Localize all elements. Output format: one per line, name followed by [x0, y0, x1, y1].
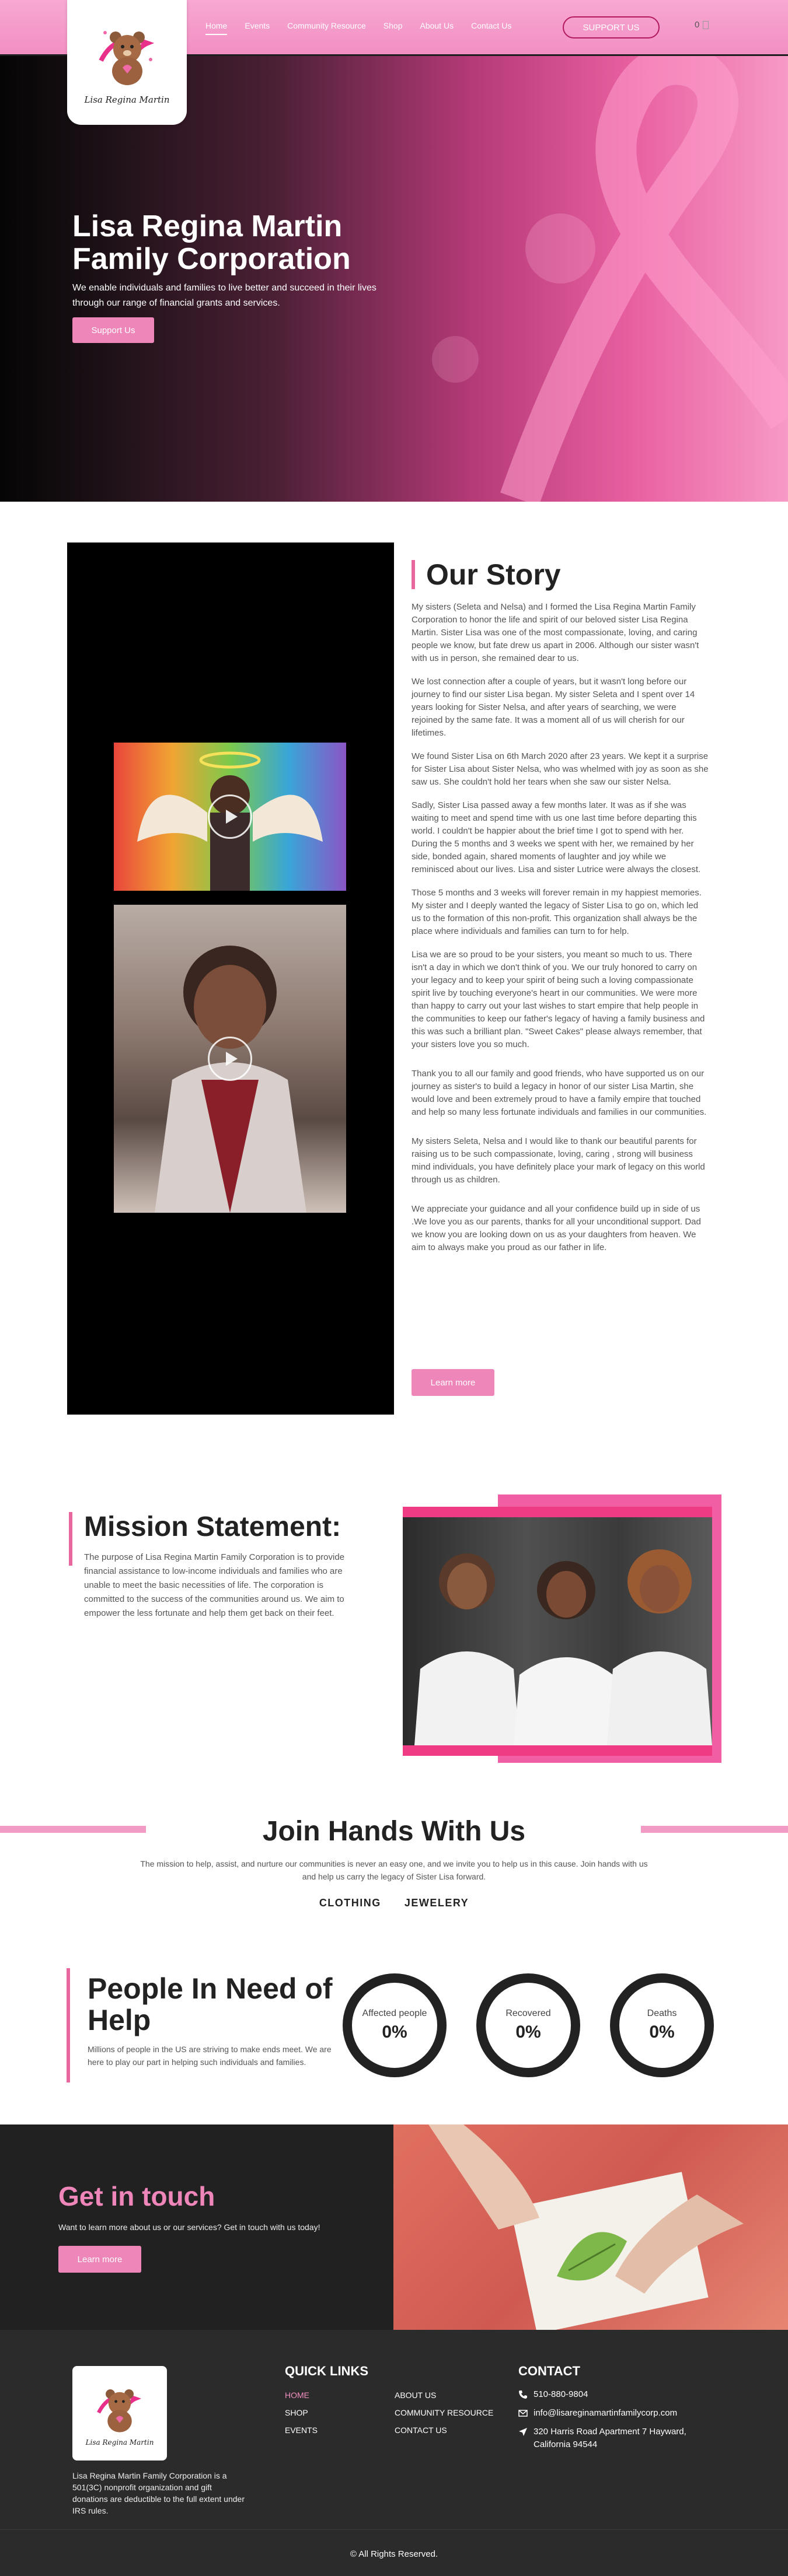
story-paragraph: Those 5 months and 3 weeks will forever remain in my happiest memories. My sister and I deeply wanted the legacy of Sister Lisa to go on, which led us to the formation of this non-profit. This organization shall always be the place where individuals and families can turn to for help.	[412, 888, 702, 936]
need-text: Millions of people in the US are striving to make ends meet. We are here to play our part in helping such individuals and families.	[88, 2045, 332, 2067]
hero-description: We enable individuals and families to live better and succeed in their lives through our range of financial grants and services.	[72, 283, 376, 308]
story-paragraph: Sadly, Sister Lisa passed away a few months later. It was as if she was waiting to meet and spend time with us one last time before departing this world. I couldn't be happier about the brief time I got to spend with her. During the 5 months and 3 weeks we spent with her, we remained by her side, bonded again, shared moments of laughter and joy while we reminisced about our lives. Lisa and sister Lutrice were always the closest.	[412, 800, 701, 874]
story-paragraph: My sisters (Seleta and Nelsa) and I formed the Lisa Regina Martin Family Corporation to honor the life and spirit of our beloved sister Lisa Regina Martin. Sister Lisa was one of the most compassionate, loving, and caring people we know, but fate drew us apart in 2006. Although our sister wasn't with us in person, she remained dear to us.	[412, 602, 699, 663]
footer-link-shop[interactable]: SHOP	[285, 2408, 308, 2417]
footer-logo[interactable]	[72, 2366, 167, 2460]
stat-value: 0%	[515, 2022, 541, 2042]
stat-deaths	[610, 1973, 714, 2077]
footer-divider	[0, 2529, 788, 2530]
footer-link-home[interactable]: HOME	[285, 2390, 309, 2400]
footer-phone[interactable]	[518, 2388, 588, 2401]
story-paragraph: We found Sister Lisa on 6th March 2020 after 23 years. We kept it a surprise for Sister Lisa about Sister Nelsa, who was whelmed with joy as soon as she saw us. She couldn't hold her tears when she saw our sister Nelsa.	[412, 751, 709, 787]
cart-count: 0	[695, 20, 700, 30]
shop-category-links	[0, 1897, 788, 1909]
clothing-link[interactable]: CLOTHING	[319, 1897, 381, 1909]
nav-home[interactable]: Home	[205, 21, 227, 35]
play-video-button[interactable]	[208, 794, 252, 839]
hero-title: Lisa Regina Martin Family Corporation	[72, 209, 351, 276]
nav-events[interactable]: Events	[245, 21, 270, 30]
main-nav	[205, 21, 529, 35]
cart[interactable]	[695, 20, 709, 30]
address-text: 320 Harris Road Apartment 7 Hayward, California 94544	[534, 2427, 686, 2449]
footer-address[interactable]	[518, 2426, 705, 2451]
childhood-photo	[114, 905, 346, 1213]
teddy-bear-logo-icon	[92, 20, 162, 90]
mission-accent-bar	[69, 1512, 72, 1566]
copyright: © All Rights Reserved.	[350, 2549, 438, 2559]
site-logo[interactable]	[67, 0, 187, 125]
mission-photo	[403, 1507, 712, 1756]
logo-text: Lisa Regina Martin	[84, 94, 170, 105]
contact-learn-more-button[interactable]: Learn more	[58, 2246, 141, 2273]
hero-support-button[interactable]: Support Us	[72, 317, 154, 343]
teddy-bear-logo-icon	[92, 2380, 148, 2436]
contact-text: Want to learn more about us or our services? Get in touch with us today!	[58, 2222, 320, 2232]
nav-contact-us[interactable]: Contact Us	[471, 21, 512, 30]
stat-recovered	[476, 1973, 580, 2077]
join-text: The mission to help, assist, and nurture our communities is never an easy one, and we invite you to help us in this cause. Join hands with us and help us carry the legacy of Sister Lisa forward.	[140, 1859, 648, 1881]
cart-icon	[703, 21, 709, 29]
story-paragraph: My sisters Seleta, Nelsa and I would like to thank our beautiful parents for raising us to be such compassionate, loving, caring , strong will business mind individuals, you have definitely place your mark of legacy on this world through us as children.	[412, 1136, 705, 1185]
footer-link-contact[interactable]: CONTACT US	[395, 2426, 447, 2435]
quick-links-title: QUICK LINKS	[285, 2364, 368, 2378]
footer-about-text: Lisa Regina Martin Family Corporation is a 501(3C) nonprofit organization and gift donations are deductible to the full extent under IRS rules.	[72, 2471, 245, 2515]
story-learn-more-button[interactable]: Learn more	[412, 1369, 494, 1396]
phone-text: 510-880-9804	[534, 2389, 588, 2399]
mission-title: Mission Statement:	[84, 1511, 341, 1542]
stat-affected	[343, 1973, 447, 2077]
footer-link-about[interactable]: ABOUT US	[395, 2390, 437, 2400]
story-accent-bar	[412, 560, 415, 589]
support-us-button[interactable]: SUPPORT US	[563, 16, 660, 38]
contact-title: Get in touch	[58, 2181, 215, 2211]
stat-label: Recovered	[505, 2008, 551, 2018]
footer-logo-text: Lisa Regina Martin	[85, 2438, 154, 2446]
hands-leaf-icon	[393, 2124, 788, 2330]
stat-label: Deaths	[647, 2008, 677, 2018]
jewelery-link[interactable]: JEWELERY	[404, 1897, 469, 1909]
nav-about-us[interactable]: About Us	[420, 21, 454, 30]
footer-link-community[interactable]: COMMUNITY RESOURCE	[395, 2408, 494, 2417]
stat-value: 0%	[649, 2022, 675, 2042]
location-arrow-icon	[518, 2427, 528, 2437]
join-title: Join Hands With Us	[262, 1816, 526, 1847]
story-title: Our Story	[426, 558, 561, 591]
nav-shop[interactable]: Shop	[383, 21, 403, 30]
email-text: info@lisareginamartinfamilycorp.com	[534, 2408, 678, 2418]
footer-link-events[interactable]: EVENTS	[285, 2426, 318, 2435]
phone-icon	[518, 2390, 528, 2399]
hands-plant-photo	[393, 2124, 788, 2330]
need-accent-bar	[67, 1968, 70, 2082]
story-paragraph: We lost connection after a couple of years, but it wasn't long before our journey to find our sister Lisa began. My sister Seleta and I spent over 14 years looking for Sister Nelsa, and after years of searching, we were rejoined by the same fate. It was a moment all of us will cherish for our lifetimes.	[412, 677, 695, 738]
story-text	[412, 601, 709, 1265]
pink-ribbon-icon	[368, 56, 788, 502]
nav-community-resource[interactable]: Community Resource	[287, 21, 366, 30]
play-video-button[interactable]	[208, 1037, 252, 1081]
stat-value: 0%	[382, 2022, 407, 2042]
need-title: People In Need of Help	[88, 1972, 333, 2036]
sisters-photo	[403, 1517, 712, 1745]
mission-text: The purpose of Lisa Regina Martin Family Corporation is to provide financial assistance to low-income individuals and families who are unable to meet the basic necessities of life. The corporation is committed to the success of the communities around us. We aim to empower the less fortunate and help them get back on their feet.	[84, 1552, 345, 1618]
stat-label: Affected people	[362, 2008, 427, 2018]
story-paragraph: Thank you to all our family and good friends, who have supported us on our journey as sister's to build a legacy in honor of our sister Lisa Martin, she would love and been extremely proud to have a family empire that touched and help so many less fortunate individuals and families in our communities.	[412, 1069, 707, 1117]
contact-info-title: CONTACT	[518, 2364, 580, 2378]
story-paragraph: We appreciate your guidance and all your confidence build up in side of us .We love you as our parents, thanks for all your unconditional support. Dad we know you are looking down on us as your daughters from heaven. We aim to always make you proud as our father in life.	[412, 1204, 701, 1252]
footer-email[interactable]	[518, 2407, 677, 2420]
angel-photo	[114, 743, 346, 891]
story-paragraph: Lisa we are so proud to be your sisters, you meant so much to us. There isn't a day in which we don't think of you. We our truly honored to carry on your legacy and to keep your spirit of being such a loving compassionate spirit live by touching everyone's heart in our communities. We were more than happy to carry out your last wishes to start empire that help people in the communities to keep our father's legacy of having a family business and this was such a brilliant plan. "Sweet Cakes" please always remember, that your sisters love you so much.	[412, 950, 705, 1049]
three-women-icon	[403, 1517, 712, 1745]
email-icon	[518, 2409, 528, 2418]
